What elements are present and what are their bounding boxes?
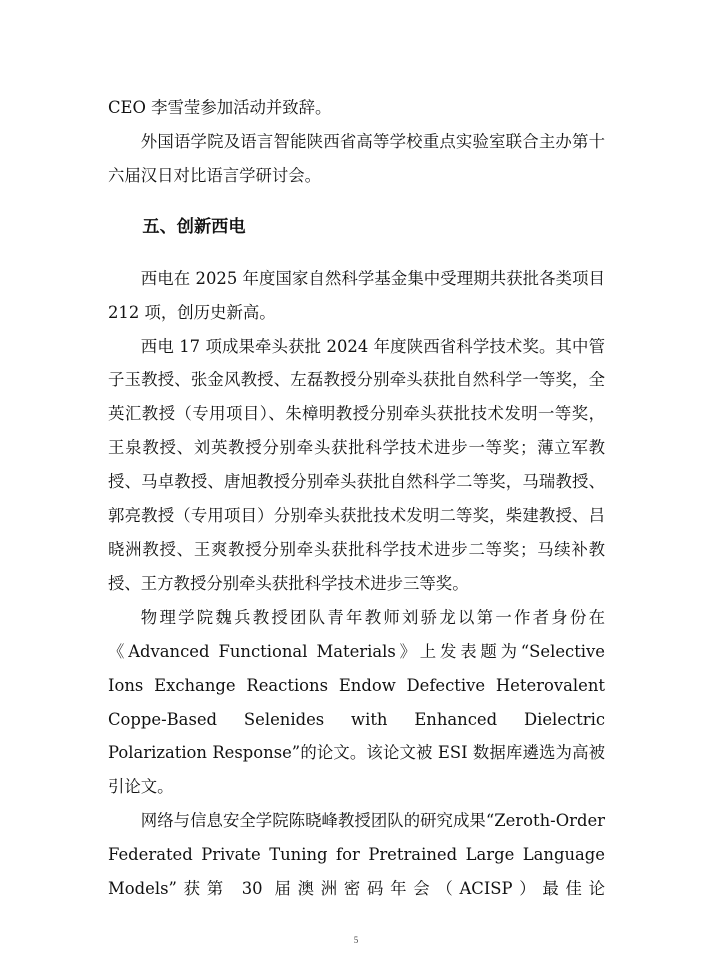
- paragraph-nsfc: 西电在 2025 年度国家自然科学基金集中受理期共获批各类项目 212 项，创历史新高。: [108, 268, 605, 322]
- page-body: [108, 91, 605, 906]
- paragraph-continued: CEO 李雪莹参加活动并致辞。: [108, 98, 332, 117]
- paragraph-best-paper: 网络与信息安全学院陈晓峰教授团队的研究成果“Zeroth-Order Federated Private Tuning for Pretrained Large Language Models”获第 30 届澳洲密码年会（ACISP）最佳论: [108, 811, 605, 899]
- page-number: 5: [353, 935, 359, 945]
- paragraph-science-award: 西电 17 项成果牵头获批 2024 年度陕西省科学技术奖。其中管子玉教授、张金风教授、左磊教授分别牵头获批自然科学一等奖，全英汇教授（专用项目）、朱樟明教授分别牵头获批技术发明一等奖，王泉教授、刘英教授分别牵头获批科学技术进步一等奖；薄立军教授、马卓教授、唐旭教授分别牵头获批自然科学二等奖，马瑞教授、郭亮教授（专用项目）分别牵头获批技术发明二等奖，柴建教授、吕晓洲教授、王爽教授分别牵头获批科学技术进步二等奖；马续补教授、王方教授分别牵头获批科学技术进步三等奖。: [108, 336, 605, 593]
- paragraph-paper: 物理学院魏兵教授团队青年教师刘骄龙以第一作者身份在《Advanced Functional Materials》上发表题为“Selective Ions Exchange Reactions Endow Defective Heterovalent Coppe-Based Selenides with Enhanced Dielectric Polarization Response”的论文。该论文被 ESI 数据库遴选为高被引论文。: [108, 607, 605, 797]
- paragraph-seminar: 外国语学院及语言智能陕西省高等学校重点实验室联合主办第十六届汉日对比语言学研讨会。: [108, 131, 605, 185]
- section-heading: 五、创新西电: [142, 216, 246, 237]
